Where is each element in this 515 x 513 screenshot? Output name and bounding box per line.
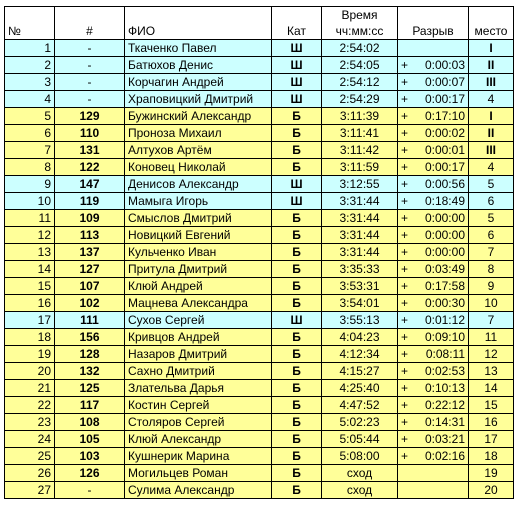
cell-place: 8 (469, 261, 514, 278)
results-table (4, 6, 514, 499)
cell-name: Клюй Александр (125, 431, 272, 448)
cell-bib: 103 (55, 448, 125, 465)
cell-category: Б (272, 142, 322, 159)
cell-bib: 147 (55, 176, 125, 193)
cell-category: Б (272, 108, 322, 125)
cell-no: 20 (5, 363, 55, 380)
cell-no: 22 (5, 397, 55, 414)
cell-time: 2:54:29 (322, 91, 398, 108)
gap-sign: + (401, 313, 409, 327)
cell-no: 19 (5, 346, 55, 363)
table-row (5, 261, 514, 278)
gap-sign: + (401, 58, 409, 72)
cell-gap (398, 346, 469, 363)
table-row (5, 74, 514, 91)
cell-time: 3:11:39 (322, 108, 398, 125)
gap-value: 0:03:49 (424, 262, 465, 276)
table-row (5, 227, 514, 244)
gap-sign: + (401, 143, 409, 157)
cell-name: Смыслов Дмитрий (125, 210, 272, 227)
cell-gap (398, 414, 469, 431)
gap-value: 0:02:16 (424, 449, 465, 463)
cell-name: Кривцов Андрей (125, 329, 272, 346)
table-row (5, 210, 514, 227)
cell-no: 4 (5, 91, 55, 108)
cell-name: Столяров Сергей (125, 414, 272, 431)
gap-value: 0:00:30 (424, 296, 465, 310)
cell-time: 3:31:44 (322, 210, 398, 227)
table-row (5, 193, 514, 210)
table-row (5, 125, 514, 142)
cell-time: 5:02:23 (322, 414, 398, 431)
cell-gap (398, 91, 469, 108)
cell-name: Коновец Николай (125, 159, 272, 176)
cell-place: 4 (469, 159, 514, 176)
gap-sign: + (401, 75, 409, 89)
table-row (5, 244, 514, 261)
cell-time: 4:25:40 (322, 380, 398, 397)
cell-category: Б (272, 227, 322, 244)
table-row (5, 363, 514, 380)
cell-place: 10 (469, 295, 514, 312)
table-row (5, 414, 514, 431)
cell-time: 3:12:55 (322, 176, 398, 193)
gap-value: 0:08:11 (425, 347, 465, 361)
cell-category: Ш (272, 91, 322, 108)
cell-place: 9 (469, 278, 514, 295)
gap-sign: + (401, 211, 409, 225)
cell-no: 15 (5, 278, 55, 295)
cell-bib: 108 (55, 414, 125, 431)
gap-sign: + (401, 126, 409, 140)
cell-place: 11 (469, 329, 514, 346)
cell-bib: - (55, 40, 125, 57)
table-row (5, 346, 514, 363)
table-row (5, 176, 514, 193)
gap-sign: + (401, 432, 409, 446)
header-row-bottom (5, 23, 514, 40)
cell-name: Сахно Дмитрий (125, 363, 272, 380)
cell-no: 9 (5, 176, 55, 193)
table-row (5, 91, 514, 108)
cell-bib: 126 (55, 465, 125, 482)
cell-no: 7 (5, 142, 55, 159)
cell-time: 4:15:27 (322, 363, 398, 380)
gap-value: 0:00:01 (424, 143, 465, 157)
cell-time: сход (322, 465, 398, 482)
gap-value: 0:14:31 (424, 415, 465, 429)
gap-value: 0:00:03 (424, 58, 465, 72)
gap-sign: + (401, 245, 409, 259)
cell-gap (398, 159, 469, 176)
cell-bib: 102 (55, 295, 125, 312)
header-cell (55, 7, 125, 24)
cell-no: 26 (5, 465, 55, 482)
gap-value: 0:03:21 (424, 432, 465, 446)
cell-time: 3:11:42 (322, 142, 398, 159)
cell-gap (398, 227, 469, 244)
header-row-top (5, 7, 514, 24)
cell-no: 13 (5, 244, 55, 261)
table-row (5, 142, 514, 159)
cell-place: 15 (469, 397, 514, 414)
cell-category: Ш (272, 176, 322, 193)
cell-place: 13 (469, 363, 514, 380)
cell-place: 6 (469, 193, 514, 210)
cell-gap (398, 465, 469, 482)
cell-place: II (469, 57, 514, 74)
cell-name: Бужинский Александр (125, 108, 272, 125)
gap-sign: + (401, 109, 409, 123)
cell-place: 14 (469, 380, 514, 397)
cell-category: Б (272, 431, 322, 448)
cell-no: 24 (5, 431, 55, 448)
gap-value: 0:18:49 (424, 194, 465, 208)
cell-time: 3:11:59 (322, 159, 398, 176)
gap-sign: + (401, 228, 409, 242)
cell-category: Б (272, 244, 322, 261)
cell-bib: 105 (55, 431, 125, 448)
results-body (5, 40, 514, 499)
table-row (5, 108, 514, 125)
cell-category: Б (272, 448, 322, 465)
cell-place: 5 (469, 176, 514, 193)
cell-gap (398, 482, 469, 499)
cell-bib: 132 (55, 363, 125, 380)
gap-value: 0:22:12 (424, 398, 465, 412)
cell-gap (398, 108, 469, 125)
cell-category: Б (272, 482, 322, 499)
cell-name: Мацнева Александра (125, 295, 272, 312)
cell-bib: 125 (55, 380, 125, 397)
cell-bib: 117 (55, 397, 125, 414)
cell-category: Ш (272, 312, 322, 329)
gap-sign: + (401, 177, 409, 191)
cell-no: 23 (5, 414, 55, 431)
cell-time: 2:54:12 (322, 74, 398, 91)
cell-category: Ш (272, 40, 322, 57)
cell-name: Злательва Дарья (125, 380, 272, 397)
cell-name: Сулима Александр (125, 482, 272, 499)
cell-time: 4:12:34 (322, 346, 398, 363)
cell-gap (398, 142, 469, 159)
gap-value: 0:10:13 (424, 381, 465, 395)
gap-value: 0:17:10 (424, 109, 465, 123)
cell-no: 21 (5, 380, 55, 397)
cell-place: III (469, 142, 514, 159)
gap-sign: + (401, 92, 409, 106)
cell-no: 8 (5, 159, 55, 176)
cell-gap (398, 244, 469, 261)
cell-time: 3:31:44 (322, 193, 398, 210)
cell-category: Б (272, 278, 322, 295)
table-row (5, 465, 514, 482)
cell-name: Сухов Сергей (125, 312, 272, 329)
cell-time: 4:47:52 (322, 397, 398, 414)
gap-sign: + (401, 449, 409, 463)
cell-category: Б (272, 465, 322, 482)
cell-no: 25 (5, 448, 55, 465)
cell-name: Корчагин Андрей (125, 74, 272, 91)
cell-place: 20 (469, 482, 514, 499)
header-name: ФИО (125, 23, 272, 40)
header-cell (272, 7, 322, 24)
cell-time: сход (322, 482, 398, 499)
gap-value: 0:00:00 (424, 228, 465, 242)
gap-value: 0:00:17 (424, 160, 465, 174)
cell-time: 3:55:13 (322, 312, 398, 329)
table-row (5, 278, 514, 295)
cell-time: 3:31:44 (322, 244, 398, 261)
cell-no: 16 (5, 295, 55, 312)
cell-category: Б (272, 380, 322, 397)
table-row (5, 397, 514, 414)
cell-category: Ш (272, 74, 322, 91)
cell-no: 3 (5, 74, 55, 91)
header-num: # (55, 23, 125, 40)
cell-gap (398, 397, 469, 414)
gap-value: 0:00:00 (424, 245, 465, 259)
cell-bib: 128 (55, 346, 125, 363)
cell-time: 3:11:41 (322, 125, 398, 142)
cell-category: Б (272, 363, 322, 380)
gap-sign: + (401, 279, 409, 293)
header-no: № (5, 23, 55, 40)
header-cell (469, 7, 514, 24)
header-gap: Разрыв (398, 23, 469, 40)
gap-sign: + (401, 347, 409, 361)
cell-category: Б (272, 414, 322, 431)
gap-sign: + (401, 296, 409, 310)
cell-gap (398, 57, 469, 74)
cell-name: Алтухов Артём (125, 142, 272, 159)
cell-time: 3:31:44 (322, 227, 398, 244)
cell-gap (398, 329, 469, 346)
table-row (5, 380, 514, 397)
cell-bib: 109 (55, 210, 125, 227)
table-row (5, 295, 514, 312)
header-time-sub: чч:мм:сс (322, 23, 398, 40)
cell-category: Б (272, 329, 322, 346)
cell-bib: 129 (55, 108, 125, 125)
cell-name: Костин Сергей (125, 397, 272, 414)
cell-bib: - (55, 482, 125, 499)
cell-place: I (469, 40, 514, 57)
cell-place: 16 (469, 414, 514, 431)
cell-category: Ш (272, 193, 322, 210)
cell-gap (398, 74, 469, 91)
cell-name: Батюхов Денис (125, 57, 272, 74)
cell-no: 17 (5, 312, 55, 329)
cell-no: 14 (5, 261, 55, 278)
header-cell (5, 7, 55, 24)
header-cell (398, 7, 469, 24)
cell-name: Притула Дмитрий (125, 261, 272, 278)
cell-name: Кушнерик Марина (125, 448, 272, 465)
cell-name: Ткаченко Павел (125, 40, 272, 57)
cell-bib: - (55, 57, 125, 74)
cell-name: Денисов Александр (125, 176, 272, 193)
cell-gap (398, 431, 469, 448)
header-place: место (469, 23, 514, 40)
cell-time: 3:35:33 (322, 261, 398, 278)
gap-value: 0:02:53 (424, 364, 465, 378)
cell-time: 3:53:31 (322, 278, 398, 295)
cell-no: 18 (5, 329, 55, 346)
cell-bib: 119 (55, 193, 125, 210)
cell-bib: 122 (55, 159, 125, 176)
cell-gap (398, 125, 469, 142)
cell-bib: 111 (55, 312, 125, 329)
gap-sign: + (401, 415, 409, 429)
gap-sign: + (401, 160, 409, 174)
cell-bib: 131 (55, 142, 125, 159)
cell-place: II (469, 125, 514, 142)
cell-gap (398, 380, 469, 397)
cell-category: Б (272, 261, 322, 278)
cell-category: Ш (272, 57, 322, 74)
gap-value: 0:00:56 (424, 177, 465, 191)
gap-value: 0:17:58 (424, 279, 465, 293)
cell-place: 6 (469, 227, 514, 244)
cell-gap (398, 40, 469, 57)
cell-category: Б (272, 159, 322, 176)
cell-name: Мамыга Игорь (125, 193, 272, 210)
cell-no: 2 (5, 57, 55, 74)
gap-value: 0:00:07 (424, 75, 465, 89)
cell-place: 19 (469, 465, 514, 482)
cell-category: Б (272, 397, 322, 414)
cell-name: Новицкий Евгений (125, 227, 272, 244)
cell-name: Клюй Андрей (125, 278, 272, 295)
cell-category: Б (272, 125, 322, 142)
cell-place: III (469, 74, 514, 91)
cell-bib: 137 (55, 244, 125, 261)
cell-no: 10 (5, 193, 55, 210)
cell-place: 7 (469, 312, 514, 329)
gap-sign: + (401, 398, 409, 412)
cell-bib: - (55, 91, 125, 108)
cell-name: Храповицкий Дмитрий (125, 91, 272, 108)
cell-no: 5 (5, 108, 55, 125)
gap-sign: + (401, 194, 409, 208)
table-row (5, 431, 514, 448)
cell-bib: 127 (55, 261, 125, 278)
cell-place: 17 (469, 431, 514, 448)
cell-name: Кульченко Иван (125, 244, 272, 261)
gap-sign: + (401, 364, 409, 378)
gap-sign: + (401, 330, 409, 344)
gap-sign: + (401, 381, 409, 395)
cell-time: 4:04:23 (322, 329, 398, 346)
table-row (5, 159, 514, 176)
cell-gap (398, 278, 469, 295)
cell-bib: 113 (55, 227, 125, 244)
table-row (5, 329, 514, 346)
cell-place: 12 (469, 346, 514, 363)
table-row (5, 448, 514, 465)
cell-place: 7 (469, 244, 514, 261)
cell-category: Б (272, 295, 322, 312)
cell-place: I (469, 108, 514, 125)
cell-no: 12 (5, 227, 55, 244)
gap-value: 0:00:00 (424, 211, 465, 225)
cell-place: 5 (469, 210, 514, 227)
cell-time: 2:54:05 (322, 57, 398, 74)
cell-no: 27 (5, 482, 55, 499)
cell-time: 3:54:01 (322, 295, 398, 312)
header-cell (125, 7, 272, 24)
header-cat: Кат (272, 23, 322, 40)
cell-bib: 110 (55, 125, 125, 142)
table-row (5, 312, 514, 329)
cell-gap (398, 176, 469, 193)
table-row (5, 57, 514, 74)
cell-category: Б (272, 346, 322, 363)
gap-value: 0:01:12 (424, 313, 465, 327)
header-time-top: Время (322, 7, 398, 24)
cell-bib: 156 (55, 329, 125, 346)
gap-value: 0:00:02 (424, 126, 465, 140)
table-row (5, 482, 514, 499)
cell-no: 1 (5, 40, 55, 57)
cell-place: 18 (469, 448, 514, 465)
cell-time: 5:05:44 (322, 431, 398, 448)
cell-name: Могильцев Роман (125, 465, 272, 482)
cell-gap (398, 448, 469, 465)
cell-gap (398, 363, 469, 380)
cell-no: 6 (5, 125, 55, 142)
gap-value: 0:09:10 (424, 330, 465, 344)
cell-place: 4 (469, 91, 514, 108)
cell-gap (398, 312, 469, 329)
gap-value: 0:00:17 (424, 92, 465, 106)
cell-time: 5:08:00 (322, 448, 398, 465)
cell-gap (398, 295, 469, 312)
gap-sign: + (401, 262, 409, 276)
cell-name: Назаров Дмитрий (125, 346, 272, 363)
cell-no: 11 (5, 210, 55, 227)
cell-time: 2:54:02 (322, 40, 398, 57)
table-row (5, 40, 514, 57)
cell-bib: - (55, 74, 125, 91)
cell-category: Б (272, 210, 322, 227)
cell-gap (398, 210, 469, 227)
cell-gap (398, 193, 469, 210)
cell-gap (398, 261, 469, 278)
cell-name: Проноза Михаил (125, 125, 272, 142)
cell-bib: 107 (55, 278, 125, 295)
